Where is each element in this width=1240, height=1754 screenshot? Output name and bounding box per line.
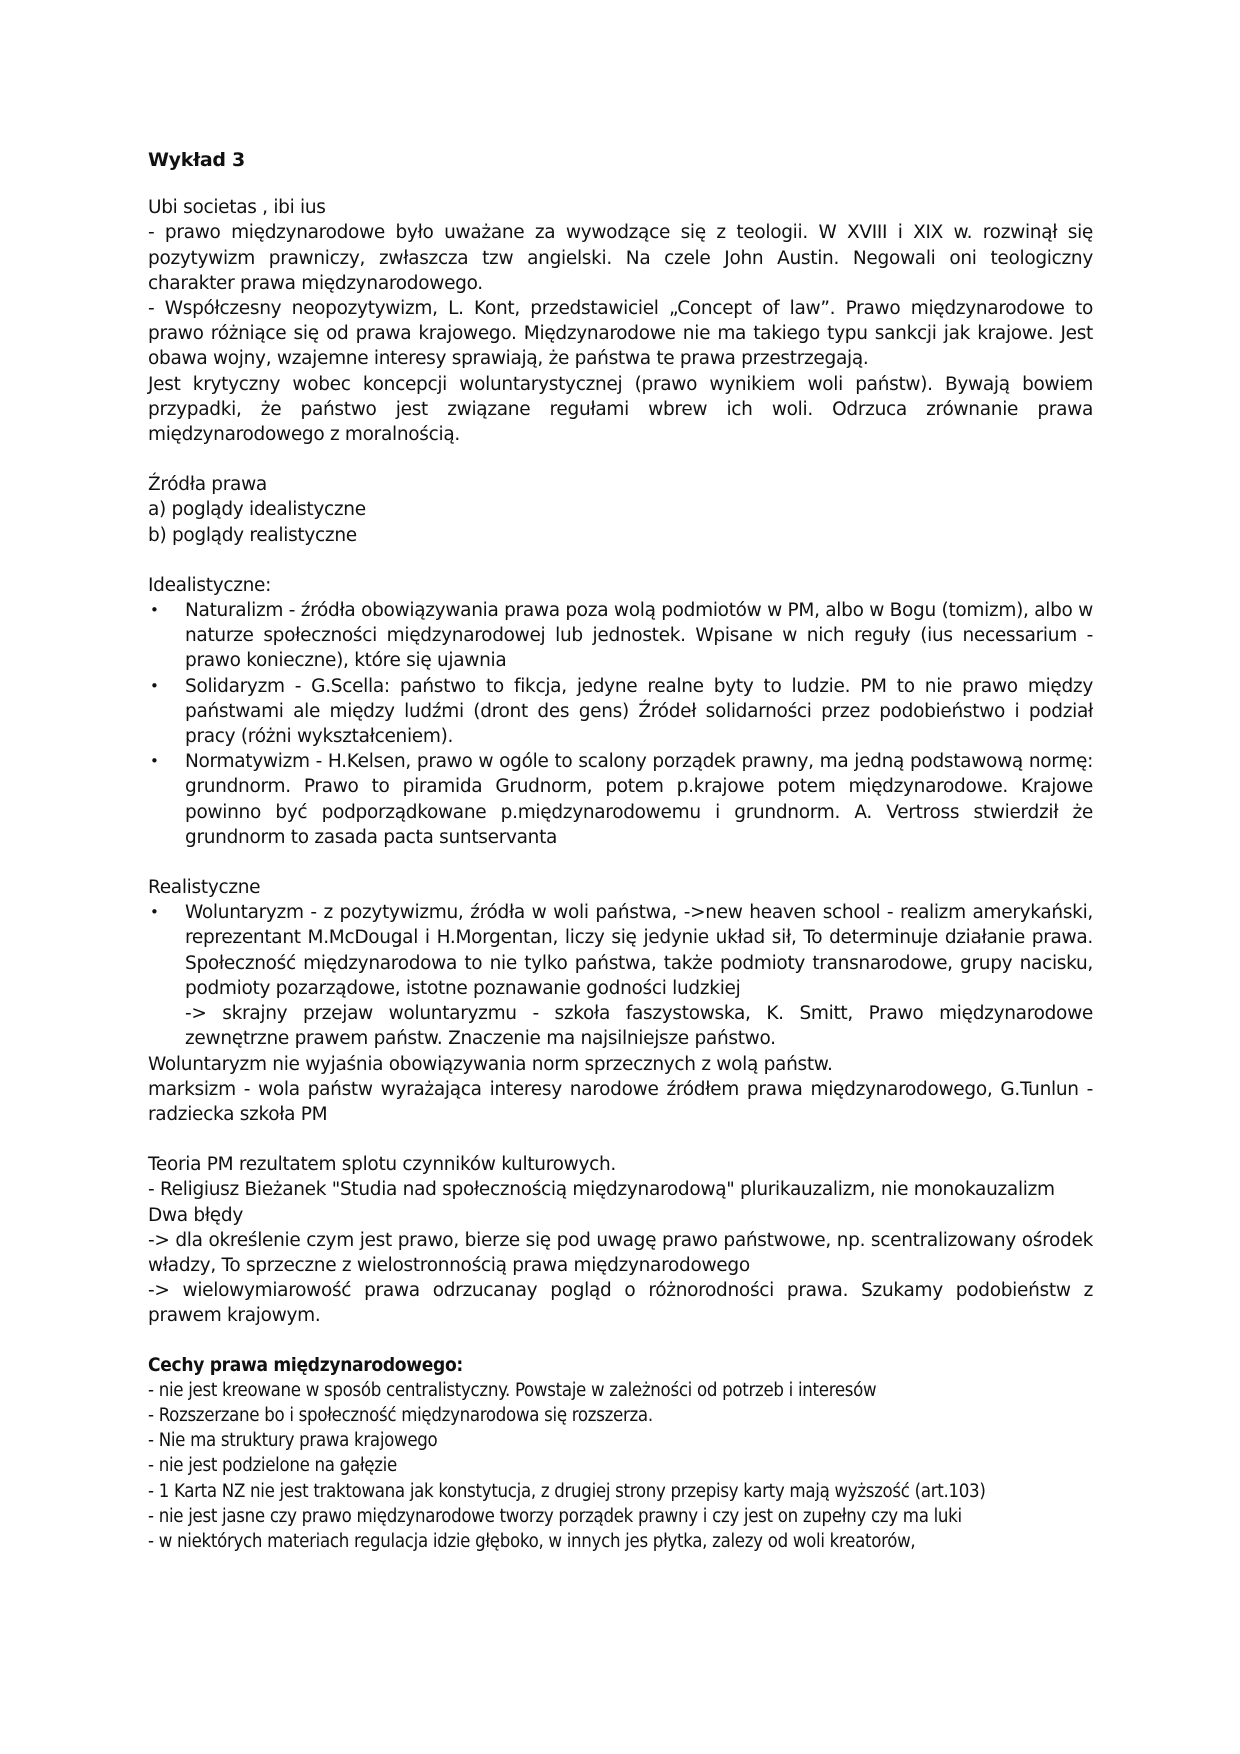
sources-item: b) poglądy realistyczne [148,524,357,546]
features-item: - nie jest kreowane w sposób centralistyczny. Powstaje w zależności od potrzeb i interesów [148,1379,877,1401]
list-item: • Naturalizm - źródła obowiązywania prawa poza wolą podmiotów w PM, albo w Bogu (tomizm), albo w naturze społeczności międzynarodowej lub jednostek. Wpisane w nich reguły (ius necessarium - prawo konieczne), które się ujawnia [150,600,1093,672]
idealist-list [148,598,1093,850]
features-item: - nie jest jasne czy prawo międzynarodowe tworzy porządek prawny i czy jest on zupełny czy ma luki [148,1505,962,1527]
theory-line: Dwa błędy [148,1204,243,1226]
list-item: • Solidaryzm - G.Scella: państwo to fikcja, jedyne realne byty to ludzie. PM to nie prawo między państwami ale między ludźmi (dront des gens) Źródeł solidarności przez podobieństwo i podział pracy (różni wykształceniem). [150,675,1093,748]
document-page [148,148,1093,1554]
intro-paragraph: - Współczesny neopozytywizm, L. Kont, przedstawiciel „Concept of law”. Prawo międzynarodowe to prawo różniące się od prawa krajowego. Międzynarodowe nie ma takiego typu sankcji jak krajowe. Jest obawa wojny, wzajemne interesy sprawiają, że państwa te prawa przestrzegają. [148,298,1093,370]
theory-line: -> wielowymiarowość prawa odrzucanay pogląd o różnorodności prawa. Szukamy podobieństw z prawem krajowym. [148,1280,1093,1327]
realist-heading: Realistyczne [148,877,261,899]
list-item: • Woluntaryzm - z pozytywizmu, źródła w woli państwa, ->new heaven school - realizm amerykański, reprezentant M.McDougal i H.Morgentan, liczy się jedynie układ sił, To determinuje działanie prawa. Społeczność międzynarodowa to nie tylko państwa, także podmioty transnarodowe, grupy nacisku, podmioty pozarządowe, istotne poznawanie godności ludzkiej [150,902,1093,999]
sources-item: a) poglądy idealistyczne [148,499,366,521]
features-section [148,1353,1093,1555]
intro-paragraph: Jest krytyczny wobec koncepcji woluntarystycznej (prawo wynikiem woli państw). Bywają bowiem przypadki, że państwo jest związane regułami wbrew ich woli. Odrzuca zrównanie prawa międzynarodowego z moralnością. [148,373,1093,446]
theory-line: Teoria PM rezultatem splotu czynników kulturowych. [148,1154,616,1176]
features-item: - Nie ma struktury prawa krajowego [148,1430,438,1452]
features-item: - nie jest podzielone na gałęzie [148,1455,397,1477]
bullet-icon: • [150,676,159,695]
theory-line: -> dla określenie czym jest prawo, bierze się pod uwagę prawo państwowe, np. scentralizowany ośrodek władzy, To sprzeczne z wielostronnością prawa międzynarodowego [148,1229,1093,1276]
realist-sub: -> skrajny przejaw woluntaryzmu - szkoła faszystowska, K. Smitt, Prawo międzynarodowe zewnętrzne prawem państw. Znaczenie ma najsilniejsze państwo. [185,1003,1093,1050]
list-item: • Normatywizm - H.Kelsen, prawo w ogóle to scalony porządek prawny, ma jedną podstawową normę: grundnorm. Prawo to piramida Grudnorm, potem p.krajowe potem międzynarodowe. Krajowe powinno być podporządkowane p.międzynarodowemu i grundnorm. A. Vertross stwierdził że grundnorm to zasada pacta suntservanta [150,751,1093,848]
intro-paragraph: - prawo międzynarodowe było uważane za wywodzące się z teologii. W XVIII i XIX w. rozwinął się pozytywizm prawniczy, zwłaszcza tzw angielski. Na czele John Austin. Negowali oni teologiczny charakter prawa międzynarodowego. [148,222,1093,294]
features-heading: Cechy prawa międzynarodowego: [148,1353,463,1376]
realist-line: marksizm - wola państw wyrażająca interesy narodowe źródłem prawa międzynarodowego, G.Tunlun - radziecka szkoła PM [148,1078,1093,1125]
document-title: Wykład 3 [148,149,245,171]
realist-list [148,900,1093,1001]
bullet-icon: • [150,601,159,620]
features-item: - w niektórych materiach regulacja idzie głęboko, w innych jes płytka, zalezy od woli kreatorów, [148,1530,916,1552]
sources-heading: Źródła prawa [148,474,267,496]
theory-line: - Religiusz Bieżanek "Studia nad społecznością międzynarodową" plurikauzalizm, nie monokauzalizm [148,1179,1055,1201]
bullet-icon: • [150,903,159,922]
features-item: - 1 Karta NZ nie jest traktowana jak konstytucja, z drugiej strony przepisy karty mają wyższość (art.103) [148,1480,986,1502]
realist-line: Woluntaryzm nie wyjaśnia obowiązywania norm sprzecznych z wolą państw. [148,1053,833,1075]
bullet-icon: • [150,752,159,771]
intro-line: Ubi societas , ibi ius [148,197,326,219]
idealist-heading: Idealistyczne: [148,574,272,596]
features-item: - Rozszerzane bo i społeczność międzynarodowa się rozszerza. [148,1404,653,1426]
